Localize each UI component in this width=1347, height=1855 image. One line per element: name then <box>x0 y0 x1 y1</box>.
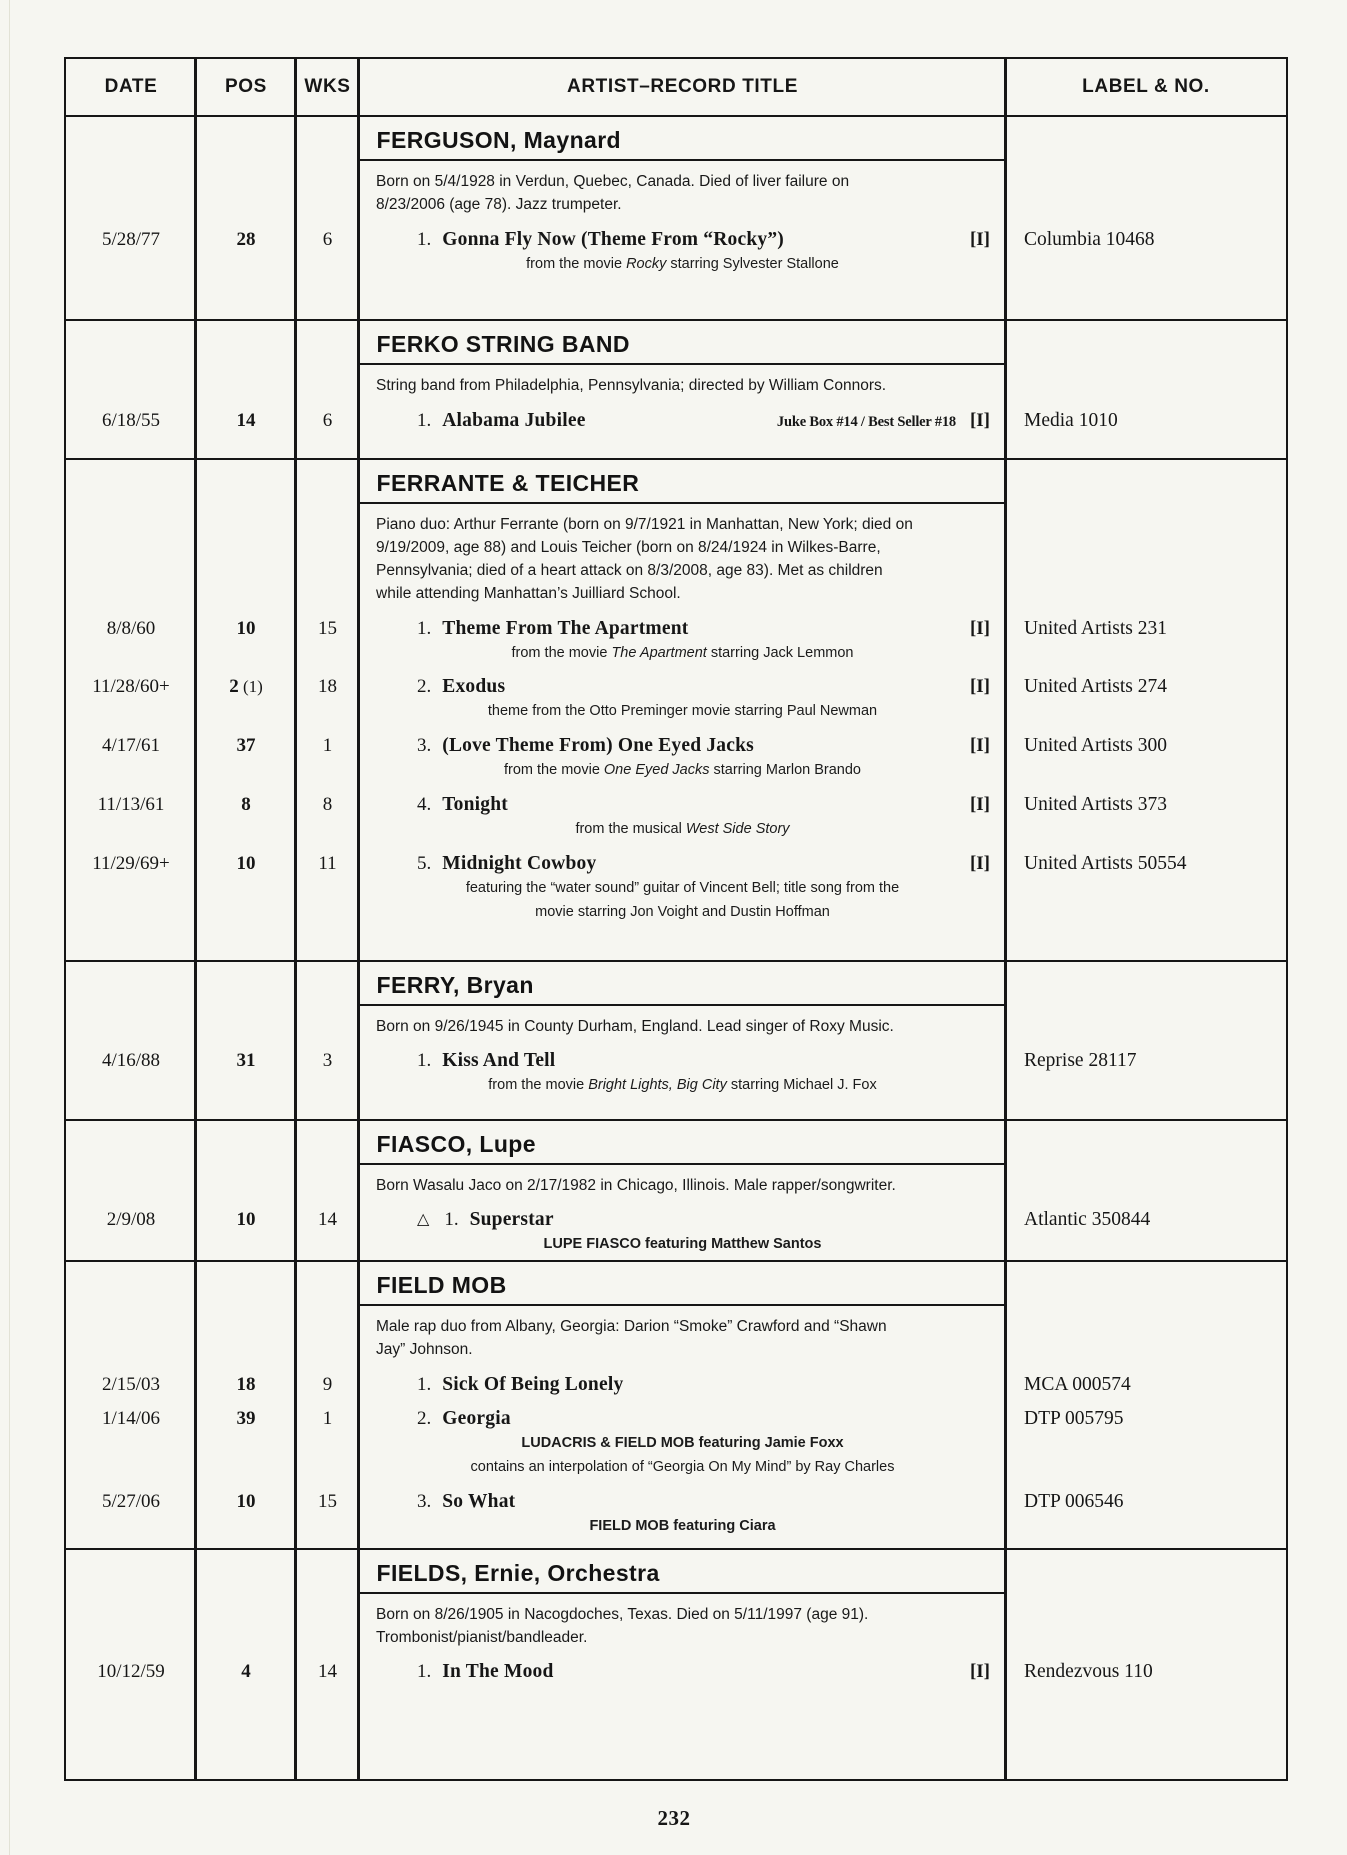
instrumental-flag: [I] <box>969 793 990 815</box>
artist-heading-box <box>360 1550 1005 1594</box>
song-entry <box>66 1374 1286 1396</box>
song-pos-cell: 2 (1) <box>229 676 263 698</box>
song-wks-cell: 1 <box>322 1407 333 1429</box>
song-date-cell: 11/28/60+ <box>92 676 170 698</box>
song-note: from the movie Rocky starring Sylvester Stallone <box>526 255 839 272</box>
artist-name: FIELD MOB <box>376 1272 507 1298</box>
song-title-line <box>359 735 1006 757</box>
song-wks-cell: 15 <box>318 1491 337 1512</box>
artist-section <box>66 962 1286 1121</box>
song-label-cell: MCA 000574 <box>1024 1373 1131 1395</box>
artist-name: FERKO STRING BAND <box>376 331 630 358</box>
artist-heading-box <box>360 962 1005 1006</box>
song-number: 1. <box>417 617 432 639</box>
song-wks-cell: 3 <box>322 1050 333 1072</box>
song-number: 1. <box>444 1209 459 1231</box>
song-title-line <box>359 229 1006 251</box>
artist-section <box>66 1121 1286 1262</box>
song-date-cell: 10/12/59 <box>97 1661 165 1683</box>
song-number: 1. <box>417 1661 432 1683</box>
song-entry <box>66 1209 1286 1256</box>
col-header-artist: ARTIST–RECORD TITLE <box>567 76 798 97</box>
song-number: 3. <box>417 1491 432 1512</box>
col-header-date: DATE <box>104 76 158 97</box>
song-wks-cell: 9 <box>322 1373 333 1395</box>
song-wks-cell: 14 <box>318 1661 337 1683</box>
artist-bio: Male rap duo from Albany, Georgia: Darion “Smoke” Crawford and “Shawn Jay” Johnson. <box>376 1318 887 1359</box>
song-label-cell: United Artists 50554 <box>1024 852 1187 874</box>
song-date-cell: 6/18/55 <box>101 409 161 431</box>
artist-section <box>66 1262 1286 1550</box>
artist-heading-box <box>360 1262 1005 1306</box>
instrumental-flag: [I] <box>969 409 990 431</box>
song-entry <box>66 1050 1286 1097</box>
song-pos-cell: 10 <box>236 1491 256 1512</box>
song-label-cell: United Artists 231 <box>1024 617 1168 639</box>
instrumental-flag: [I] <box>969 852 990 874</box>
instrumental-flag: [I] <box>969 617 990 639</box>
song-label-cell: Reprise 28117 <box>1024 1050 1137 1072</box>
song-wks-cell: 14 <box>318 1209 337 1231</box>
song-entry <box>66 1491 1286 1538</box>
artist-section <box>66 117 1286 321</box>
song-pos-cell: 14 <box>236 409 256 431</box>
song-title-line <box>359 1408 1006 1430</box>
artist-bio: Born on 8/26/1905 in Nacogdoches, Texas. Died on 5/11/1997 (age 91). Trombonist/pianist/bandleader. <box>376 1605 869 1646</box>
col-header-wks: WKS <box>304 76 351 97</box>
artist-heading-box <box>360 117 1005 161</box>
song-wks-cell: 11 <box>318 852 337 874</box>
song-note: FIELD MOB featuring Ciara <box>589 1518 776 1534</box>
song-pos-cell: 31 <box>236 1050 256 1072</box>
song-title: So What <box>442 1491 516 1512</box>
artist-name: FIELDS, Ernie, Orchestra <box>376 1559 660 1586</box>
song-label-cell: Columbia 10468 <box>1024 228 1155 250</box>
song-note: LUDACRIS & FIELD MOB featuring Jamie Foxx <box>521 1434 844 1451</box>
song-pos-cell: 10 <box>236 617 256 639</box>
artist-heading-box <box>360 321 1005 365</box>
song-entry <box>66 618 1286 665</box>
song-date-cell: 4/16/88 <box>101 1050 161 1072</box>
song-wks-cell: 8 <box>322 793 333 815</box>
song-entry <box>66 853 1286 925</box>
song-pos-cell: 8 <box>241 793 251 815</box>
artist-bio: Born on 9/26/1945 in County Durham, England. Lead singer of Roxy Music. <box>376 1018 894 1035</box>
song-date-cell: 5/28/77 <box>101 228 161 250</box>
song-number: 3. <box>417 735 432 756</box>
song-title-line <box>359 1050 1006 1072</box>
song-number: 1. <box>417 1050 432 1072</box>
song-number: 1. <box>417 409 432 431</box>
song-note: from the musical West Side Story <box>575 820 790 837</box>
song-label-cell: Media 1010 <box>1024 409 1118 431</box>
song-pos-cell: 39 <box>236 1407 256 1429</box>
artist-name: FIASCO, Lupe <box>376 1131 536 1157</box>
song-entry <box>66 676 1286 723</box>
song-pos-cell: 10 <box>236 1209 256 1231</box>
song-label-cell: DTP 006546 <box>1024 1491 1124 1512</box>
chart-version-note: Juke Box #14 / Best Seller #18 <box>776 413 956 430</box>
song-title-line <box>359 1491 1006 1513</box>
song-wks-cell: 1 <box>322 735 333 756</box>
song-title: (Love Theme From) One Eyed Jacks <box>442 735 754 756</box>
song-label-cell: DTP 005795 <box>1024 1407 1124 1429</box>
song-pos-cell: 28 <box>236 228 256 250</box>
song-title-line <box>359 618 1006 640</box>
song-pos-cell: 37 <box>236 735 256 756</box>
song-date-cell: 1/14/06 <box>101 1407 161 1429</box>
song-title-line <box>359 1374 1006 1396</box>
song-pos-cell: 4 <box>241 1661 251 1683</box>
artist-heading-box <box>360 1121 1005 1165</box>
page-number: 232 <box>657 1806 691 1830</box>
song-entry <box>66 794 1286 841</box>
chart-table <box>64 57 1288 1781</box>
song-pos-cell: 18 <box>236 1373 256 1395</box>
song-date-cell: 11/13/61 <box>97 793 165 815</box>
instrumental-flag: [I] <box>969 228 990 250</box>
song-title: Superstar <box>469 1209 554 1231</box>
song-title-line <box>359 676 1006 698</box>
artist-bio: Piano duo: Arthur Ferrante (born on 9/7/1921 in Manhattan, New York; died on 9/19/2009, age 88) and Louis Teicher (born on 8/24/1924 in Wilkes-Barre, Pennsylvania; died of a heart attack on 8/3/2008, age 83). Met as children while attending Manhattan’s Juilliard School. <box>376 515 913 603</box>
song-date-cell: 4/17/61 <box>101 735 161 756</box>
song-title-line <box>359 794 1006 816</box>
artist-bio: Born Wasalu Jaco on 2/17/1982 in Chicago, Illinois. Male rapper/songwriter. <box>376 1177 896 1194</box>
song-wks-cell: 18 <box>318 676 337 698</box>
song-note: from the movie The Apartment starring Jack Lemmon <box>511 644 854 661</box>
song-date-cell: 2/9/08 <box>106 1209 156 1231</box>
song-label-cell: Atlantic 350844 <box>1024 1209 1151 1231</box>
song-title: Georgia <box>442 1407 511 1429</box>
instrumental-flag: [I] <box>969 735 990 756</box>
song-title: Exodus <box>442 676 506 698</box>
col-header-pos: POS <box>225 76 267 97</box>
song-note: featuring the “water sound” guitar of Vincent Bell; title song from the <box>465 879 900 896</box>
song-wks-cell: 6 <box>322 228 333 250</box>
certification-triangle-icon: △ <box>417 1211 430 1229</box>
col-header-label: LABEL & NO. <box>1082 76 1210 97</box>
artist-name: FERGUSON, Maynard <box>376 127 622 153</box>
song-note: theme from the Otto Preminger movie starring Paul Newman <box>487 703 878 720</box>
song-note: from the movie Bright Lights, Big City starring Michael J. Fox <box>488 1077 877 1094</box>
song-note: movie starring Jon Voight and Dustin Hoffman <box>535 904 830 921</box>
pos-weeks-at-one: (1) <box>238 677 263 697</box>
song-number: 1. <box>417 1373 432 1395</box>
song-entry <box>66 1661 1286 1683</box>
song-title: Tonight <box>442 793 508 815</box>
song-date-cell: 8/8/60 <box>106 617 156 639</box>
song-number: 2. <box>417 676 432 698</box>
song-label-cell: United Artists 373 <box>1024 793 1168 815</box>
song-label-cell: United Artists 274 <box>1024 676 1168 698</box>
sections-host <box>66 117 1286 1779</box>
song-note: from the movie One Eyed Jacks starring Marlon Brando <box>503 762 861 778</box>
instrumental-flag: [I] <box>969 676 990 698</box>
song-number: 1. <box>417 228 432 250</box>
song-number: 2. <box>417 1407 432 1429</box>
song-title: Kiss And Tell <box>442 1050 556 1072</box>
song-title: Sick Of Being Lonely <box>442 1373 624 1395</box>
song-entry <box>66 735 1286 782</box>
artist-section <box>66 460 1286 963</box>
song-title: Midnight Cowboy <box>442 852 597 874</box>
song-title-line <box>359 410 1006 432</box>
song-title-line <box>359 1661 1006 1683</box>
song-title-line <box>359 1209 1006 1231</box>
song-title: Gonna Fly Now (Theme From “Rocky”) <box>442 228 784 250</box>
instrumental-flag: [I] <box>969 1661 990 1683</box>
song-note: LUPE FIASCO featuring Matthew Santos <box>543 1236 822 1253</box>
song-label-cell: Rendezvous 110 <box>1024 1661 1153 1683</box>
song-date-cell: 5/27/06 <box>101 1491 161 1512</box>
song-title: Alabama Jubilee <box>442 409 586 431</box>
song-number: 4. <box>417 793 432 815</box>
song-date-cell: 11/29/69+ <box>92 852 170 874</box>
artist-section <box>66 321 1286 459</box>
artist-section <box>66 1550 1286 1780</box>
song-note: contains an interpolation of “Georgia On My Mind” by Ray Charles <box>470 1459 895 1476</box>
song-title: Theme From The Apartment <box>442 617 689 639</box>
artist-name: FERRANTE & TEICHER <box>376 469 640 496</box>
song-date-cell: 2/15/03 <box>101 1373 161 1395</box>
artist-name: FERRY, Bryan <box>376 972 534 998</box>
song-title: In The Mood <box>442 1661 554 1683</box>
artist-heading-box <box>360 460 1005 504</box>
song-entry <box>66 229 1286 276</box>
artist-bio: Born on 5/4/1928 in Verdun, Quebec, Canada. Died of liver failure on 8/23/2006 (age 78). Jazz trumpeter. <box>376 173 850 214</box>
table-header-row <box>66 59 1286 117</box>
song-wks-cell: 6 <box>322 409 333 431</box>
song-label-cell: United Artists 300 <box>1024 735 1168 756</box>
song-pos-cell: 10 <box>236 852 256 874</box>
song-title-line <box>359 853 1006 875</box>
song-wks-cell: 15 <box>318 617 337 639</box>
song-entry <box>66 1408 1286 1480</box>
song-number: 5. <box>417 852 432 874</box>
song-entry <box>66 410 1286 432</box>
artist-bio: String band from Philadelphia, Pennsylvania; directed by William Connors. <box>376 377 887 395</box>
